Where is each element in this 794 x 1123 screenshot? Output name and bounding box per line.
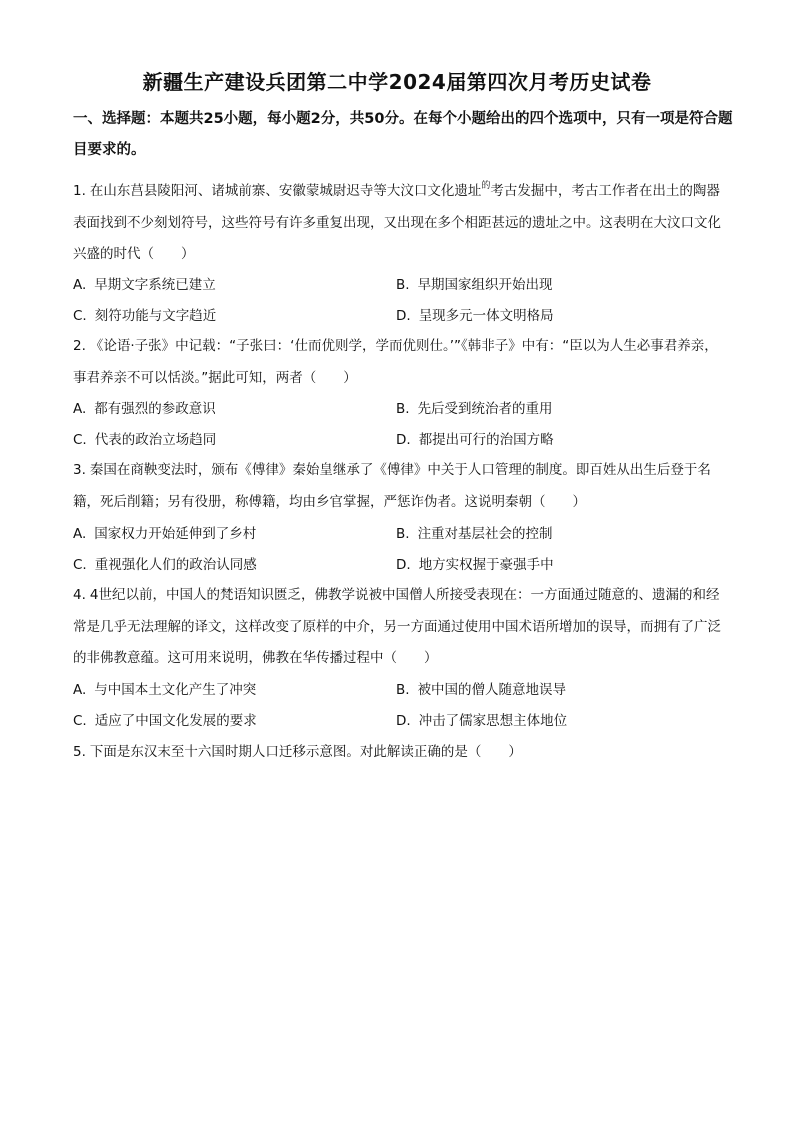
option-letter: B. bbox=[396, 682, 410, 698]
question-1 bbox=[73, 171, 723, 271]
option-text: 冲击了儒家思想主体地位 bbox=[418, 713, 568, 729]
option-text: 呈现多元一体文明格局 bbox=[418, 308, 554, 324]
option-3a[interactable] bbox=[73, 524, 256, 544]
option-letter: C. bbox=[73, 713, 87, 729]
option-text: 地方实权握于豪强手中 bbox=[418, 557, 554, 573]
option-text: 适应了中国文化发展的要求 bbox=[94, 713, 257, 729]
question-number: 4. bbox=[73, 587, 86, 603]
option-letter: B. bbox=[396, 526, 410, 542]
option-letter: A. bbox=[73, 526, 87, 542]
option-text: 代表的政治立场趋同 bbox=[94, 432, 217, 448]
option-letter: B. bbox=[396, 277, 410, 293]
option-4d[interactable] bbox=[396, 711, 567, 731]
option-4c[interactable] bbox=[73, 711, 257, 731]
option-text: 注重对基层社会的控制 bbox=[417, 526, 553, 542]
page-title: 新疆生产建设兵团第二中学2024届第四次月考历史试卷 bbox=[142, 70, 652, 94]
question-stem: 《论语·子张》中记载：“子张曰：‘仕而优则学，学而优则仕。’”《韩非子》中有：“臣以为人生必事君养亲，事君养亲不可以恬淡。”据此可知，两者（ ） bbox=[73, 338, 718, 386]
question-stem: 秦国在商鞅变法时，颁布《傅律》秦始皇继承了《傅律》中关于人口管理的制度。即百姓从出生后登于名籍，死后削籍；另有役册，称傅籍，均由乡官掌握，严惩诈伪者。这说明秦朝（ ） bbox=[73, 462, 711, 510]
option-text: 重视强化人们的政治认同感 bbox=[94, 557, 257, 573]
option-4b[interactable] bbox=[396, 680, 566, 700]
question-3 bbox=[73, 455, 723, 518]
question-number: 1. bbox=[73, 183, 86, 199]
option-letter: D. bbox=[396, 557, 411, 573]
option-text: 被中国的僧人随意地误导 bbox=[417, 682, 567, 698]
option-letter: A. bbox=[73, 277, 87, 293]
option-1c[interactable] bbox=[73, 306, 216, 326]
option-text: 先后受到统治者的重用 bbox=[417, 401, 553, 417]
option-letter: C. bbox=[73, 432, 87, 448]
section-heading: 一、选择题：本题共25小题，每小题2分，共50分。在每个小题给出的四个选项中，只有一项是符合题目要求的。 bbox=[73, 111, 733, 158]
option-2a[interactable] bbox=[73, 399, 216, 419]
option-letter: B. bbox=[396, 401, 410, 417]
option-text: 都有强烈的参政意识 bbox=[94, 401, 216, 417]
question-2 bbox=[73, 331, 723, 394]
option-letter: C. bbox=[73, 308, 87, 324]
superscript-char: 的 bbox=[481, 181, 491, 191]
question-5 bbox=[73, 737, 723, 769]
option-letter: C. bbox=[73, 557, 87, 573]
option-4a[interactable] bbox=[73, 680, 256, 700]
question-4 bbox=[73, 580, 723, 675]
option-3b[interactable] bbox=[396, 524, 553, 544]
option-2d[interactable] bbox=[396, 430, 554, 450]
option-1d[interactable] bbox=[396, 306, 554, 326]
question-stem: 下面是东汉末至十六国时期人口迁移示意图。对此解读正确的是（ ） bbox=[89, 744, 522, 760]
option-letter: A. bbox=[73, 682, 87, 698]
option-letter: D. bbox=[396, 713, 411, 729]
question-number: 5. bbox=[73, 744, 86, 760]
option-1b[interactable] bbox=[396, 275, 553, 295]
option-2b[interactable] bbox=[396, 399, 553, 419]
question-stem: 在山东莒县陵阳河、诸城前寨、安徽蒙城尉迟寺等大汶口文化遗址 bbox=[89, 183, 482, 199]
option-text: 国家权力开始延伸到了乡村 bbox=[94, 526, 257, 542]
question-number: 3. bbox=[73, 462, 86, 478]
option-text: 都提出可行的治国方略 bbox=[418, 432, 554, 448]
option-3c[interactable] bbox=[73, 555, 257, 575]
option-text: 早期文字系统已建立 bbox=[94, 277, 216, 293]
option-letter: D. bbox=[396, 308, 411, 324]
option-3d[interactable] bbox=[396, 555, 554, 575]
option-1a[interactable] bbox=[73, 275, 216, 295]
question-stem: 4世纪以前，中国人的梵语知识匮乏，佛教学说被中国僧人所接受表现在：一方面通过随意的、遗漏的和经常是几乎无法理解的译文，这样改变了原样的中介，另一方面通过使用中国术语所增加的误导，而拥有了广泛的非佛教意蕴。这可用来说明，佛教在华传播过程中（ ） bbox=[73, 587, 721, 666]
question-number: 2. bbox=[73, 338, 86, 354]
question-stem-continued: 考古发掘中，考古工作者在出土的陶器表面找到不少刻划符号，这些符号有许多重复出现，又出现在多个相距甚远的遗址之中。这表明在大汶口文化兴盛的时代（ ） bbox=[73, 183, 721, 262]
option-letter: A. bbox=[73, 401, 87, 417]
option-text: 刻符功能与文字趋近 bbox=[94, 308, 217, 324]
option-2c[interactable] bbox=[73, 430, 216, 450]
option-letter: D. bbox=[396, 432, 411, 448]
option-text: 早期国家组织开始出现 bbox=[417, 277, 553, 293]
option-text: 与中国本土文化产生了冲突 bbox=[94, 682, 257, 698]
